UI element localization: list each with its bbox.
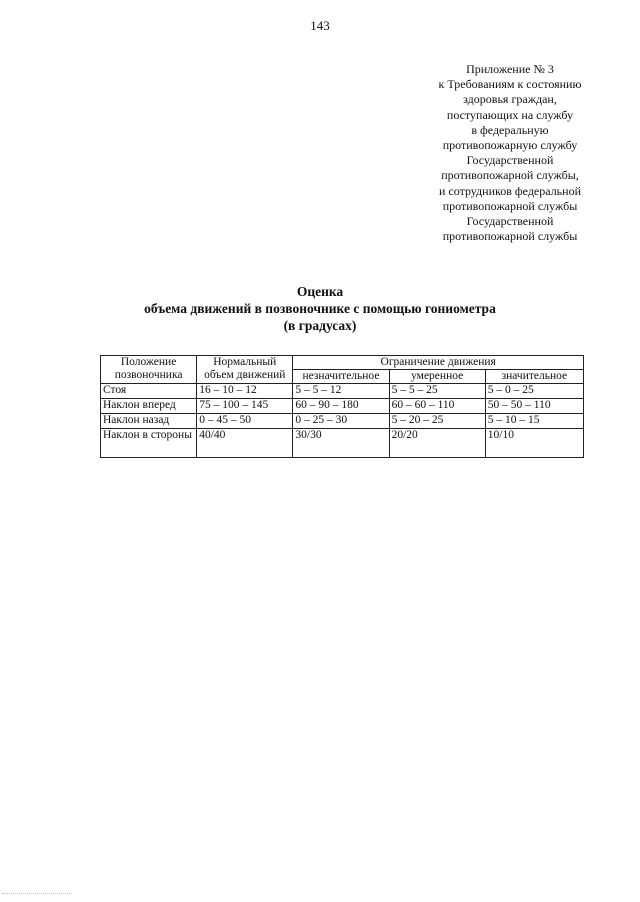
header-normal-line-2: объем движений bbox=[204, 369, 286, 381]
cell-moderate: 20/20 bbox=[389, 429, 485, 458]
header-normal-line-1: Нормальный bbox=[213, 356, 277, 368]
cell-slight: 5 – 5 – 12 bbox=[293, 384, 389, 399]
cell-position: Наклон в стороны bbox=[101, 429, 197, 458]
header-normal-range bbox=[197, 356, 293, 384]
cell-significant: 5 – 10 – 15 bbox=[485, 414, 583, 429]
appendix-line: здоровья граждан, bbox=[463, 92, 557, 107]
page-number: 143 bbox=[310, 18, 330, 33]
header-restriction-group: Ограничение движения bbox=[293, 356, 584, 370]
cell-slight: 60 – 90 – 180 bbox=[293, 399, 389, 414]
scan-artifact bbox=[2, 893, 72, 895]
appendix-line: противопожарной службы bbox=[442, 229, 578, 244]
document-title bbox=[0, 283, 640, 334]
appendix-line: и сотрудников федеральной bbox=[438, 183, 581, 198]
appendix-line: Государственной bbox=[466, 214, 554, 229]
header-moderate: умеренное bbox=[389, 370, 485, 384]
appendix-line: в федеральную bbox=[471, 122, 549, 137]
table-row bbox=[101, 384, 584, 399]
appendix-line: поступающих на службу bbox=[446, 107, 574, 122]
cell-position: Стоя bbox=[101, 384, 197, 399]
cell-normal: 75 – 100 – 145 bbox=[197, 399, 293, 414]
cell-position: Наклон назад bbox=[101, 414, 197, 429]
table-row bbox=[101, 399, 584, 414]
header-position-line-1: Положение bbox=[120, 356, 177, 368]
cell-significant: 50 – 50 – 110 bbox=[485, 399, 583, 414]
title-line-1: Оценка bbox=[296, 284, 344, 299]
cell-normal: 0 – 45 – 50 bbox=[197, 414, 293, 429]
appendix-line: Государственной bbox=[466, 153, 554, 168]
cell-significant: 10/10 bbox=[485, 429, 583, 458]
cell-normal: 40/40 bbox=[197, 429, 293, 458]
appendix-line: к Требованиям к состоянию bbox=[438, 77, 582, 92]
appendix-line: противопожарную службу bbox=[442, 138, 578, 153]
cell-moderate: 60 – 60 – 110 bbox=[389, 399, 485, 414]
cell-significant: 5 – 0 – 25 bbox=[485, 384, 583, 399]
header-position-line-2: позвоночника bbox=[114, 369, 183, 381]
appendix-line: противопожарной службы bbox=[442, 198, 578, 213]
table-row bbox=[101, 429, 584, 458]
table-row bbox=[101, 414, 584, 429]
cell-normal: 16 – 10 – 12 bbox=[197, 384, 293, 399]
header-slight: незначительное bbox=[293, 370, 389, 384]
header-position bbox=[101, 356, 197, 384]
cell-position: Наклон вперед bbox=[101, 399, 197, 414]
cell-moderate: 5 – 20 – 25 bbox=[389, 414, 485, 429]
appendix-line: Приложение № 3 bbox=[466, 62, 554, 76]
goniometer-table bbox=[100, 355, 584, 458]
cell-slight: 0 – 25 – 30 bbox=[293, 414, 389, 429]
appendix-line: противопожарной службы, bbox=[441, 168, 579, 183]
cell-moderate: 5 – 5 – 25 bbox=[389, 384, 485, 399]
appendix-header bbox=[412, 62, 608, 244]
title-line-3: (в градусах) bbox=[283, 318, 357, 333]
header-significant: значительное bbox=[485, 370, 583, 384]
title-line-2: объема движений в позвоночнике с помощью гониометра bbox=[144, 301, 496, 316]
cell-slight: 30/30 bbox=[293, 429, 389, 458]
